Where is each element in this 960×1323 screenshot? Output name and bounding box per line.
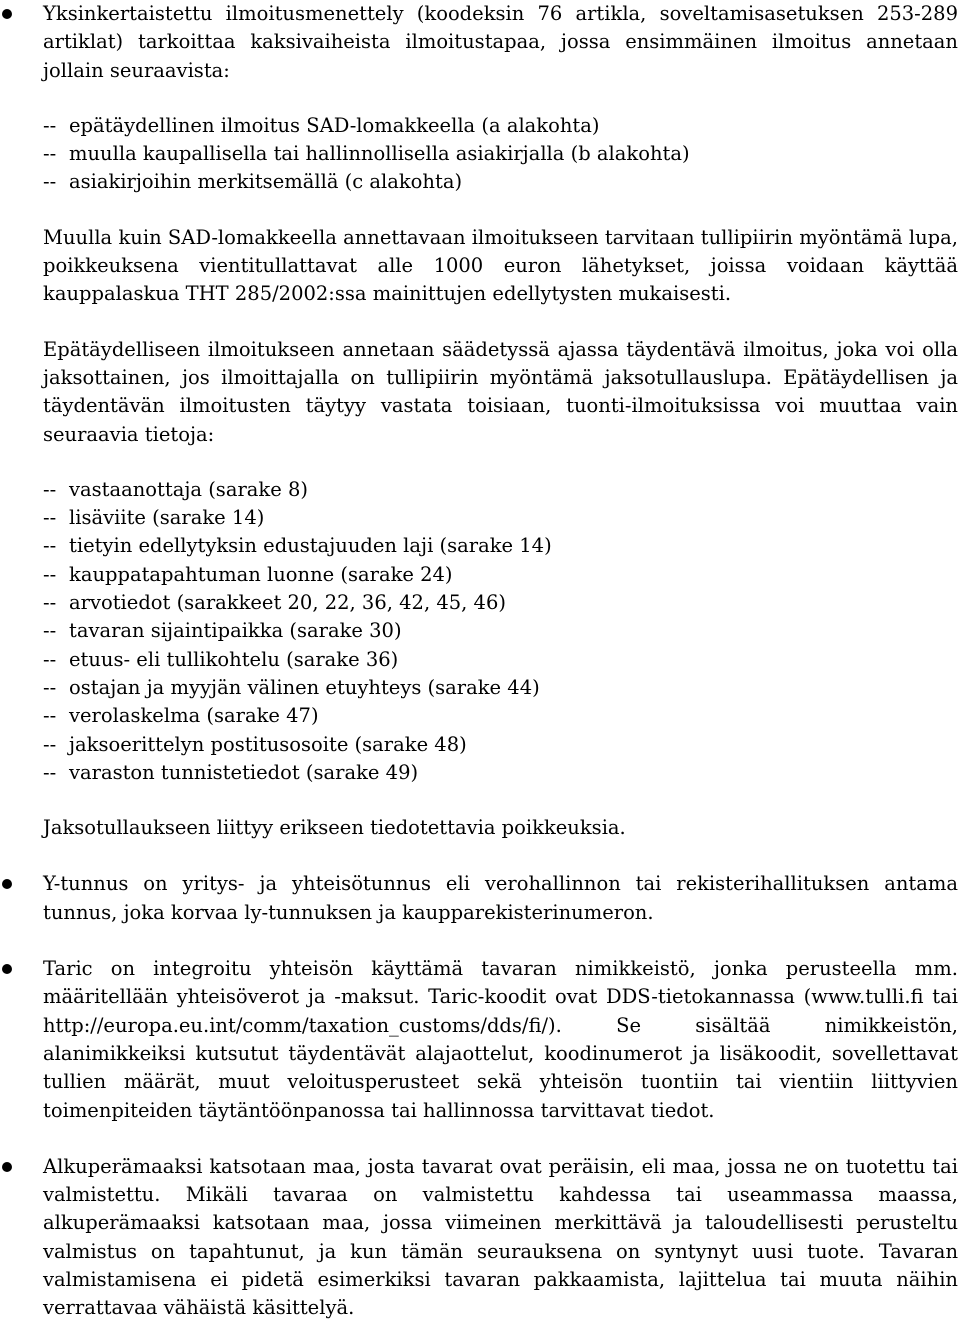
bullet-item-origin-country <box>0 1153 958 1323</box>
bullet-icon <box>2 964 12 974</box>
modifiable-fields-list <box>43 476 958 787</box>
paragraph-exceptions: Jaksotullaukseen liittyy erikseen tiedotettavia poikkeuksia. <box>43 816 626 840</box>
list-item: -- jaksoerittelyn postitusosoite (sarake 48) <box>43 732 467 756</box>
list-item: -- asiakirjoihin merkitsemällä (c alakohta) <box>43 170 463 194</box>
paragraph-intro: Yksinkertaistettu ilmoitusmenettely (koodeksin 76 artikla, soveltamisasetuksen 253-289 artiklat) tarkoittaa kaksivaiheista ilmoitustapaa, jossa ensimmäinen ilmoitus annetaan jollain seuraavista: <box>43 2 958 82</box>
paragraph-sad-permit: Muulla kuin SAD-lomakkeella annettavaan ilmoitukseen tarvitaan tullipiirin myöntämä lupa, poikkeuksena vientitullattavat alle 1000 euron lähetykset, joissa voidaan käyttää kauppalaskua THT 285/2002:ssa mainittujen edellytysten mukaisesti. <box>43 225 958 306</box>
list-item: -- varaston tunnistetiedot (sarake 49) <box>43 760 419 784</box>
list-item: -- kauppatapahtuman luonne (sarake 24) <box>43 562 453 586</box>
list-item: -- verolaskelma (sarake 47) <box>43 704 319 728</box>
declaration-options-list <box>43 112 958 197</box>
list-item: -- vastaanottaja (sarake 8) <box>43 477 308 501</box>
list-item: -- tietyin edellytyksin edustajuuden laji (sarake 14) <box>43 534 552 558</box>
bullet-icon <box>2 9 12 19</box>
list-item: -- lisäviite (sarake 14) <box>43 506 265 530</box>
paragraph-origin: Alkuperämaaksi katsotaan maa, josta tavarat ovat peräisin, eli maa, jossa ne on tuotettu tai valmistettu. Mikäli tavaraa on valmistettu kahdessa tai useammassa maassa, alkuperämaaksi katsotaan maa, jossa viimeinen merkittävä ja taloudellisesti perusteltu valmistus on tapahtunut, ja kun tämän seurauksena on syntynyt uusi tuote. Tavaran valmistamisena ei pidetä esimerkiksi tavaran pakkaamista, lajittelua tai muuta näihin verrattavaa vähäistä käsittelyä. <box>43 1154 958 1320</box>
list-item: -- etuus- eli tullikohtelu (sarake 36) <box>43 647 399 671</box>
paragraph-supplementary: Epätäydelliseen ilmoitukseen annetaan säädetyssä ajassa täydentävä ilmoitus, joka voi olla jaksottainen, jos ilmoittajalla on tullipiirin myöntämä jaksotullauslupa. Epätäydellisen ja täydentävän ilmoitusten täytyy vastata toisiaan, tuonti-ilmoituksissa voi muuttaa vain seuraavia tietoja: <box>43 337 958 446</box>
paragraph-taric: Taric on integroitu yhteisön käyttämä tavaran nimikkeistö, jonka perusteella mm. määritellään yhteisöverot ja -maksut. Taric-koodit ovat DDS-tietokannassa (www.tulli.fi tai http://europa.eu.int/comm/taxation_customs/dds/fi/). Se sisältää nimikkeistön, alanimikkeiksi kutsutut täydentävät alajaottelut, koodinumerot ja lisäkoodit, sovellettavat tullien määrät, muut veloitusperusteet sekä yhteisön tuontiin tai vientiin liittyvien toimenpiteiden täytäntöönpanossa tai hallinnossa tarvittavat tiedot. <box>43 957 958 1122</box>
list-item: -- arvotiedot (sarakkeet 20, 22, 36, 42, 45, 46) <box>43 591 506 615</box>
bullet-icon <box>2 879 12 889</box>
list-item: -- ostajan ja myyjän välinen etuyhteys (sarake 44) <box>43 675 540 699</box>
bullet-icon <box>2 1162 12 1172</box>
list-item: -- muulla kaupallisella tai hallinnollisella asiakirjalla (b alakohta) <box>43 142 690 166</box>
bullet-item-y-tunnus <box>0 870 958 927</box>
bullet-item-taric <box>0 955 958 1125</box>
paragraph-y-tunnus: Y-tunnus on yritys- ja yhteisötunnus eli verohallinnon tai rekisterihallituksen antama tunnus, joka korvaa ly-tunnuksen ja kaupparekisterinumeron. <box>43 872 958 924</box>
list-item: -- epätäydellinen ilmoitus SAD-lomakkeella (a alakohta) <box>43 113 600 137</box>
list-item: -- tavaran sijaintipaikka (sarake 30) <box>43 619 402 643</box>
